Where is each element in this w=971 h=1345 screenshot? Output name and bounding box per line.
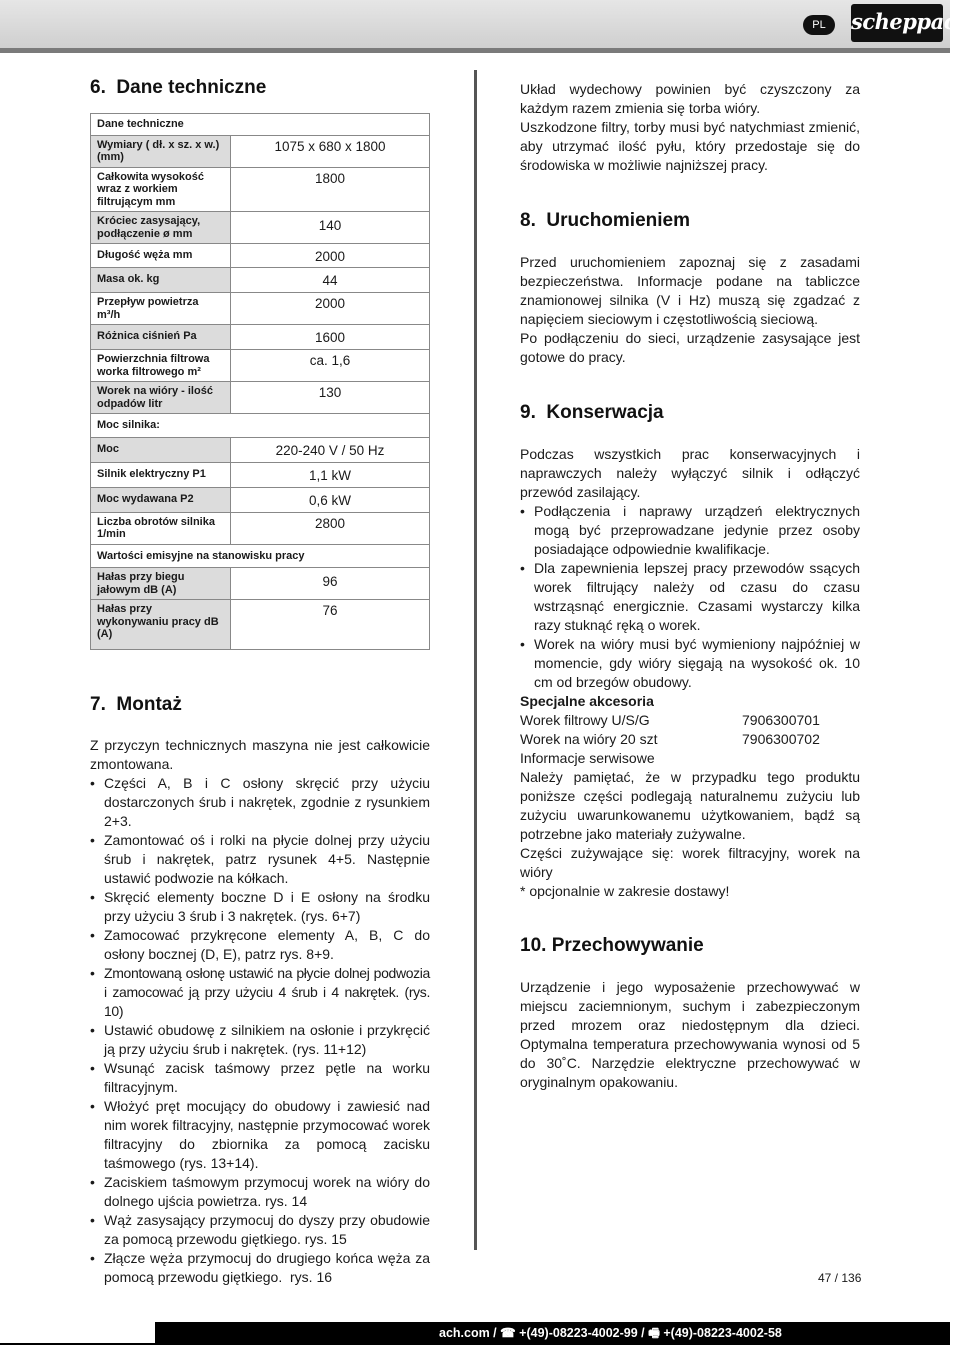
list-item: • Zamocować przykręcone elementy A, B, C do osłony bocznej (D, E), patrz rys. 8+9. [90,926,430,964]
section-10-text: Urządzenie i jego wyposażenie przechowywać w miejscu zaciemnionym, suchym i zabezpieczonym przed mrozem oraz niedostępnym dla dzieci. Optymalna temperatura przechowywania wynosi od 5 do 30˚C. Narzędzie elektryczne przechowywać w oryginalnym opakowaniu. [520,979,860,1090]
list-item: • Dla zapewnienia lepszej pracy przewodów ssących worek filtrujący należy od czasu do czasu wstrząsnąć energicznie. Czasami wystarczy kilka razy stuknąć ręką o worek. [520,559,860,635]
service-text: Należy pamiętać, że w przypadku tego produktu poniższe części podlegają naturalnemu zużyciu lub zużyciu uwarunkowanemu użytkowaniem, bądź są potrzebne jako materiały zużywalne. Części zużywające się: worek filtracyjny, worek na wióry * opcjonalnie w zakresie dostawy! [520,769,860,899]
spec-value: 2000 [231,293,430,325]
spec-value: 0,6 kW [231,487,430,512]
service-title: Informacje serwisowe [520,750,655,766]
assembly-steps [90,774,430,1287]
accessory-code: 7906300701 [742,712,820,728]
spec-label: Moc [91,437,231,462]
header-rule [0,48,950,53]
spec-label: Masa ok. kg [91,268,231,293]
spec-label: Moc wydawana P2 [91,487,231,512]
section-9-title: 9. Konserwacja [520,402,664,423]
spec-group-motor: Moc silnika: [91,414,430,438]
exhaust-intro: Układ wydechowy powinien być czyszczony za każdym razem zmienia się torba wióry. Uszkodzone filtry, torby musi być natychmiast zmienić, aby utrzymać ilość pyłu, który przedostaje się do środowiska w możliwie najniższej pracy. [520,81,860,173]
spec-label: Worek na wióry - ilość odpadów litr [91,382,231,414]
accessory-row [520,711,860,730]
spec-label: Całkowita wysokość wraz z workiem filtrującym mm [91,167,231,212]
footer-blank [0,1322,155,1343]
spec-value: 130 [231,382,430,414]
list-item: • Podłączenia i naprawy urządzeń elektrycznych mogą być przeprowadzane jedynie przez osoby posiadające odpowiednie kwalifikacje. [520,502,860,559]
spec-label: Długość węża mm [91,244,231,268]
section-7-title: 7. Montaż [90,693,182,715]
page-number: 47 / 136 [818,1271,862,1285]
spec-label: Silnik elektryczny P1 [91,462,231,487]
column-divider [474,70,477,1250]
list-item: • Worek na wióry musi być wymieniony najpóźniej w momencie, gdy wióry sięgają na wysokość ok. 10 cm od brzegów obudowy. [520,635,860,692]
spec-value: 96 [231,568,430,600]
list-item: • Ustawić obudowę z silnikiem na osłonie i przykręcić ją przy użyciu śrub i nakrętek. (rys. 11+12) [90,1021,430,1059]
accessory-name: Worek filtrowy U/S/G [520,712,650,728]
left-column [90,72,430,1287]
spec-label: Liczba obrotów silnika 1/min [91,512,231,544]
maintenance-list [520,502,860,692]
list-item: • Wąż zasysający przymocuj do dyszy przy obudowie za pomocą przewodu giętkiego. rys. 15 [90,1211,430,1249]
spec-value: 1800 [231,167,430,212]
accessory-name: Worek na wióry 20 szt [520,731,658,747]
section-10-title: 10. Przechowywanie [520,935,704,956]
list-item: • Skręcić elementy boczne D i E osłony na środku przy użyciu 3 śrub i 3 nakrętek. (rys. 6+7) [90,888,430,926]
spec-value: 220-240 V / 50 Hz [231,437,430,462]
accessories-title: Specjalne akcesoria [520,693,654,709]
spec-value: 44 [231,268,430,293]
list-item: • Zamontować oś i rolki na płycie dolnej przy użyciu śrub i nakrętek, patrz rysunek 4+5. Następnie ustawić podwozie na kółkach. [90,831,430,888]
section-8-text: Przed uruchomieniem zapoznaj się z zasadami bezpieczeństwa. Informacje podane na tabliczce znamionowej silnika (V i Hz) muszą się zgadzać z napięciem sieciowym i częstotliwością sieciową. Po podłączeniu do sieci, urządzenie zasysające jest gotowe do pracy. [520,254,860,365]
section-9-intro: Podczas wszystkich prac konserwacyjnych i naprawczych należy wyłączyć silnik i odłączyć przewód zasilający. [520,446,860,500]
spec-value: 1600 [231,325,430,350]
list-item: • Złącze węża przymocuj do drugiego końca węża za pomocą przewodu giętkiego. rys. 16 [90,1249,430,1287]
list-item: • Zaciskiem taśmowym przymocuj worek na wióry do dolnego ujścia powietrza. rys. 14 [90,1173,430,1211]
section-7-intro: Z przyczyn technicznych maszyna nie jest całkowicie zmontowana. [90,736,430,772]
list-item: • Wsunąć zacisk taśmowy przez pętle na worku filtracyjnym. [90,1059,430,1097]
spec-group-emission: Wartości emisyjne na stanowisku pracy [91,544,430,568]
accessory-code: 7906300702 [742,731,820,747]
spec-label: Wymiary ( dł. x sz. x w.) (mm) [91,135,231,167]
spec-value: 1075 x 680 x 1800 [231,135,430,167]
section-6-title: 6. Dane techniczne [90,77,267,98]
list-item: • Części A, B i C osłony skręcić przy użyciu dostarczonych śrub i nakrętek, zgodnie z rysunkiem 2+3. [90,774,430,831]
spec-value: 2000 [231,244,430,268]
spec-table-title: Dane techniczne [91,114,430,136]
spec-table [90,113,430,650]
spec-label: Króciec zasysający, podłączenie ø mm [91,212,231,244]
section-8-title: 8. Uruchomieniem [520,210,690,231]
accessory-row [520,730,860,749]
spec-label: Powierzchnia filtrowa worka filtrowego m² [91,350,231,382]
language-badge: PL [803,15,835,35]
spec-label: Różnica ciśnień Pa [91,325,231,350]
spec-value: 76 [231,600,430,650]
footer-contact: ach.com / ☎ +(49)-08223-4002-99 / 🖷 +(49)-08223-4002-58 [439,1326,782,1340]
right-column [520,80,860,1092]
spec-value: ca. 1,6 [231,350,430,382]
scheppach-logo: scheppach [851,4,943,42]
spec-value: 140 [231,212,430,244]
list-item: • Włożyć pręt mocujący do obudowy i zawiesić nad nim worek filtracyjny, następnie przymocować worek filtracyjny do zbiornika za pomocą zacisku taśmowego (rys. 13+14). [90,1097,430,1173]
spec-label: Hałas przy biegu jałowym dB (A) [91,568,231,600]
list-item: • Zmontowaną osłonę ustawić na płycie dolnej podwozia i zamocować ją przy użyciu 4 śrub i 4 nakrętek. (rys. 10) [90,964,430,1021]
spec-value: 1,1 kW [231,462,430,487]
spec-label: Przepływ powietrza m³/h [91,293,231,325]
spec-label: Hałas przy wykonywaniu pracy dB (A) [91,600,231,650]
spec-value: 2800 [231,512,430,544]
